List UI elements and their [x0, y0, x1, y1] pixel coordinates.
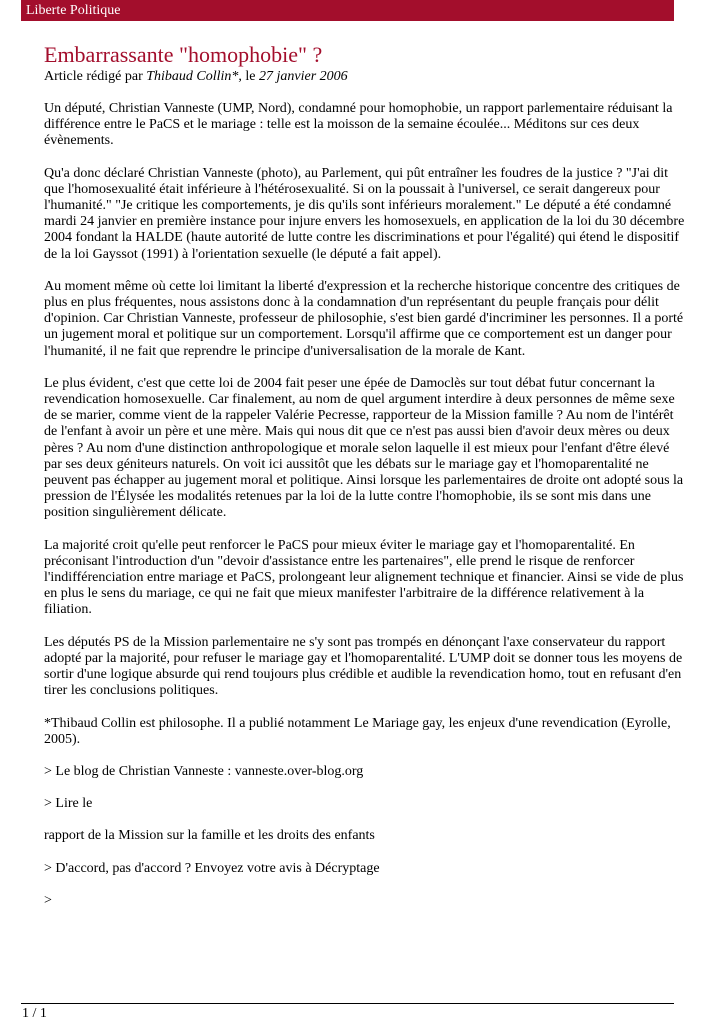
site-header-bar — [21, 0, 674, 21]
paragraph-intro: Un député, Christian Vanneste (UMP, Nord), condamné pour homophobie, un rapport parlementaire réduisant la différence entre le PaCS et le mariage : telle est la moisson de la semaine écoulée... Méditons sur ces deux évènements. — [44, 101, 673, 149]
footer-divider — [21, 1003, 674, 1004]
article-byline — [44, 68, 685, 85]
byline-prefix: Article rédigé par — [44, 69, 147, 84]
paragraph-ps-deputies: Les députés PS de la Mission parlementaire ne s'y sont pas trompés en dénonçant l'axe conservateur du rapport adopté par la majorité, pour refuser le mariage gay et l'homoparentalité. L'UMP doit se donner tous les moyens de sortir d'une logique absurde qui rend toujours plus crédible et audible la revendication homo, tout en refusant d'en tirer les conclusions politiques. — [44, 634, 683, 699]
byline-date: 27 janvier 2006 — [259, 69, 348, 84]
link-vanneste-blog[interactable]: > Le blog de Christian Vanneste : vanneste.over-blog.org — [44, 763, 364, 779]
link-mission-report[interactable]: rapport de la Mission sur la famille et les droits des enfants — [44, 828, 375, 844]
paragraph-majority: La majorité croit qu'elle peut renforcer le PaCS pour mieux éviter le mariage gay et l'homoparentalité. En préconisant l'introduction d'un "devoir d'assistance entre les partenaires", elle prend le risque de renforcer l'indifférenciation entre mariage et PaCS, prolongeant leur alignement technique et financier. Ainsi se vide de plus en plus le sens du mariage, ce qui ne fait que mieux manifester l'arbitraire de la différence relativement à la filiation. — [44, 537, 684, 618]
site-name: Liberte Politique — [26, 3, 121, 18]
article — [44, 42, 685, 925]
paragraph-author-note: *Thibaud Collin est philosophe. Il a publié notamment Le Mariage gay, les enjeux d'une revendication (Eyrolle, 2005). — [44, 715, 671, 747]
byline-author: Thibaud Collin* — [146, 69, 239, 84]
link-lire-le[interactable]: > Lire le — [44, 796, 93, 812]
byline-separator: , le — [238, 69, 260, 84]
link-send-opinion[interactable]: > D'accord, pas d'accord ? Envoyez votre avis à Décryptage — [44, 860, 380, 876]
page-number: 1 / 1 — [22, 1006, 47, 1021]
paragraph-damocles: Le plus évident, c'est que cette loi de 2004 fait peser une épée de Damoclès sur tout débat futur concernant la revendication homosexuelle. Car finalement, au nom de quel argument interdire à deux personnes de même sexe de se marier, comme vient de la rappeler Valérie Pecresse, rapporteur de la Mission famille ? Au nom de l'intérêt de l'enfant à avoir un père et une mère. Mais qui nous dit que ce n'est pas aussi bien d'avoir deux mères ou deux pères ? Au nom d'une distinction anthropologique et morale selon laquelle il est mieux pour l'enfant d'être élevé par ses deux géniteurs naturels. On voit ici aussitôt que les débats sur le mariage gay et l'homoparentalité ne peuvent pas échapper au jugement moral et politique. Ainsi lorsque les parlementaires de droite ont adopté sous la pression de l'Élysée les modalités retenues par la loi de la lutte contre l'homophobie, ils se sont mis dans une position singulièrement délicate. — [44, 375, 684, 521]
paragraph-opinion: Au moment même où cette loi limitant la liberté d'expression et la recherche historique concentre des critiques de plus en plus fréquentes, nous assistons donc à la condamnation d'un représentant du peuple français pour délit d'opinion. Car Christian Vanneste, professeur de philosophie, s'est bien gardé d'incriminer les personnes. Il a porté un jugement moral et politique sur un comportement. Lorsqu'il affirme que ce comportement est un danger pour l'humanité, il ne fait que reprendre le principe d'universalisation de la morale de Kant. — [44, 278, 684, 359]
article-title: Embarrassante "homophobie" ? — [44, 42, 323, 67]
link-trailing[interactable]: > — [44, 892, 52, 908]
paragraph-declaration: Qu'a donc déclaré Christian Vanneste (photo), au Parlement, qui pût entraîner les foudres de la justice ? "J'ai dit que l'homosexualité était inférieure à l'hétérosexualité. Si on la poussait à l'universel, ce serait dangereux pour l'humanité." "Je critique les comportements, je dis qu'ils sont inférieurs moralement." Le député a été condamné mardi 24 janvier en première instance pour injure envers les homosexuels, en application de la loi du 30 décembre 2004 fondant la HALDE (haute autorité de lutte contre les discriminations et pour l'égalité) qui étend le dispositif de la loi Gayssot (1991) à l'orientation sexuelle (le député a fait appel). — [44, 165, 685, 262]
